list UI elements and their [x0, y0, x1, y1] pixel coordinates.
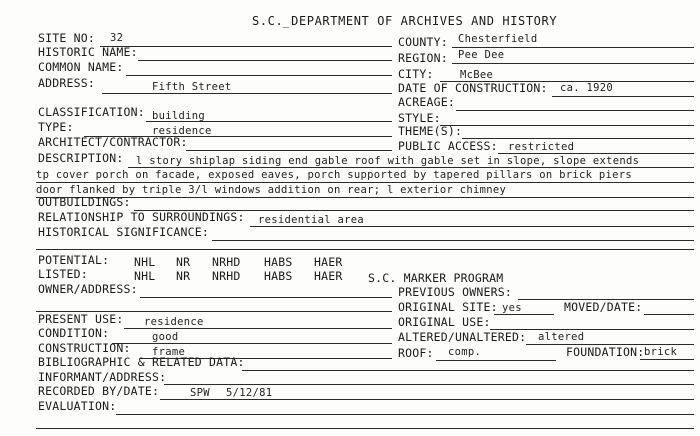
- evaluation-label: EVALUATION:: [38, 399, 117, 413]
- moved-date-line: [644, 314, 694, 315]
- site-no-line: [100, 46, 392, 47]
- architect-label: ARCHITECT/CONTRACTOR:: [38, 135, 188, 149]
- recorded-by-label: RECORDED BY/DATE:: [38, 384, 160, 398]
- relationship-value: residential area: [258, 214, 364, 226]
- common-name-line: [126, 75, 392, 76]
- roof-value: comp.: [448, 346, 482, 358]
- condition-label: CONDITION:: [38, 326, 110, 340]
- style-label: STYLE:: [398, 111, 441, 125]
- common-name-label: COMMON NAME:: [38, 60, 124, 74]
- original-site-label: ORIGINAL SITE:: [398, 300, 498, 314]
- description-rule-1: [128, 167, 694, 168]
- public-access-label: PUBLIC ACCESS:: [398, 139, 498, 153]
- bibliographic-label: BIBLIOGRAPHIC & RELATED DATA:: [38, 355, 245, 369]
- description-label: DESCRIPTION:: [38, 151, 124, 165]
- potential-nhl: NHL: [134, 255, 156, 269]
- present-use-line: [124, 328, 392, 329]
- city-label: CITY:: [398, 67, 434, 81]
- acreage-label: ACREAGE:: [398, 95, 455, 109]
- construction-value: frame: [152, 346, 186, 358]
- date-of-construction-label: DATE OF CONSTRUCTION:: [398, 81, 548, 95]
- region-value: Pee Dee: [458, 49, 505, 61]
- address-line: [102, 93, 392, 94]
- listed-label: LISTED:: [38, 267, 88, 281]
- public-access-value: restricted: [508, 141, 575, 153]
- condition-line: [112, 343, 392, 344]
- recorded-by-line: [160, 399, 694, 400]
- outbuildings-label: OUTBUILDINGS:: [38, 195, 131, 209]
- listed-habs: HABS: [264, 269, 293, 283]
- description-rule-2: [36, 182, 694, 183]
- date-of-construction-line: [552, 96, 694, 97]
- owner-address-label: OWNER/ADDRESS:: [38, 282, 138, 296]
- marker-program-label: S.C. MARKER PROGRAM: [368, 271, 504, 285]
- informant-line: [164, 384, 694, 385]
- county-label: COUNTY:: [398, 35, 448, 49]
- potential-nr: NR: [176, 255, 191, 269]
- recorded-date-value: 5/12/81: [226, 387, 273, 399]
- listed-nrhd: NRHD: [212, 269, 241, 283]
- listed-haer: HAER: [314, 269, 343, 283]
- style-line: [440, 125, 694, 126]
- region-label: REGION:: [398, 51, 448, 65]
- moved-date-label: MOVED/DATE:: [564, 300, 643, 314]
- classification-line: [146, 121, 392, 122]
- region-line: [452, 63, 694, 64]
- classification-label: CLASSIFICATION:: [38, 105, 145, 119]
- section-divider: [36, 249, 694, 250]
- acreage-line: [456, 110, 694, 111]
- foundation-label: FOUNDATION:: [566, 345, 645, 359]
- county-line: [452, 47, 694, 48]
- relationship-line: [250, 226, 694, 227]
- classification-value: building: [152, 110, 205, 122]
- foundation-line: [640, 359, 694, 360]
- altered-unaltered-label: ALTERED/UNALTERED:: [398, 330, 527, 344]
- condition-value: good: [152, 331, 179, 343]
- construction-label: CONSTRUCTION:: [38, 341, 131, 355]
- potential-nrhd: NRHD: [212, 255, 241, 269]
- roof-line: [436, 360, 556, 361]
- potential-habs: HABS: [264, 255, 293, 269]
- city-value: McBee: [460, 69, 494, 81]
- listed-nr: NR: [176, 269, 191, 283]
- previous-owners-label: PREVIOUS OWNERS:: [398, 285, 512, 299]
- present-use-value: residence: [144, 316, 204, 328]
- original-use-label: ORIGINAL USE:: [398, 315, 491, 329]
- form-title: S.C. DEPARTMENT OF ARCHIVES AND HISTORY: [252, 14, 558, 28]
- type-value: residence: [152, 125, 212, 137]
- original-site-value: yes: [502, 302, 522, 314]
- altered-unaltered-value: altered: [538, 331, 585, 343]
- listed-nhl: NHL: [134, 269, 156, 283]
- recorded-by-value: SPW: [190, 387, 210, 399]
- historic-name-line: [138, 60, 392, 61]
- description-line-1: l story shiplap siding end gable roof with gable set in slope, slope extends: [136, 155, 640, 167]
- evaluation-line-2: [36, 428, 694, 429]
- description-rule-3: [36, 197, 694, 198]
- roof-label: ROOF:: [398, 346, 434, 360]
- address-label: ADDRESS:: [38, 76, 95, 90]
- owner-address-line: [140, 297, 392, 298]
- informant-label: INFORMANT/ADDRESS:: [38, 370, 167, 384]
- potential-haer: HAER: [314, 255, 343, 269]
- historical-significance-label: HISTORICAL SIGNIFICANCE:: [38, 225, 209, 239]
- bibliographic-line: [242, 370, 694, 371]
- evaluation-line: [116, 414, 694, 415]
- county-value: Chesterfield: [458, 33, 538, 45]
- public-access-line: [498, 153, 694, 154]
- site-no-label: SITE NO:: [38, 31, 95, 45]
- description-line-3: door flanked by triple 3/l windows addition on rear; l exterior chimney: [36, 184, 507, 196]
- site-no-value: 32: [110, 32, 124, 44]
- historic-name-label: HISTORIC NAME:: [38, 45, 138, 59]
- description-line-2: tp cover porch on facade, exposed eaves, porch supported by tapered pillars on brick piers: [36, 169, 632, 181]
- original-site-line: [494, 314, 554, 315]
- themes-label: THEME(S):: [398, 124, 463, 138]
- address-value: Fifth Street: [152, 81, 232, 93]
- potential-label: POTENTIAL:: [38, 253, 110, 267]
- present-use-label: PRESENT USE:: [38, 312, 124, 326]
- date-of-construction-value: ca. 1920: [560, 82, 613, 94]
- type-label: TYPE:: [38, 120, 74, 134]
- architect-line: [186, 150, 392, 151]
- relationship-label: RELATIONSHIP TO SURROUNDINGS:: [38, 210, 245, 224]
- historical-significance-line: [212, 240, 694, 241]
- title-mark: [283, 27, 289, 28]
- foundation-value: brick: [644, 346, 678, 358]
